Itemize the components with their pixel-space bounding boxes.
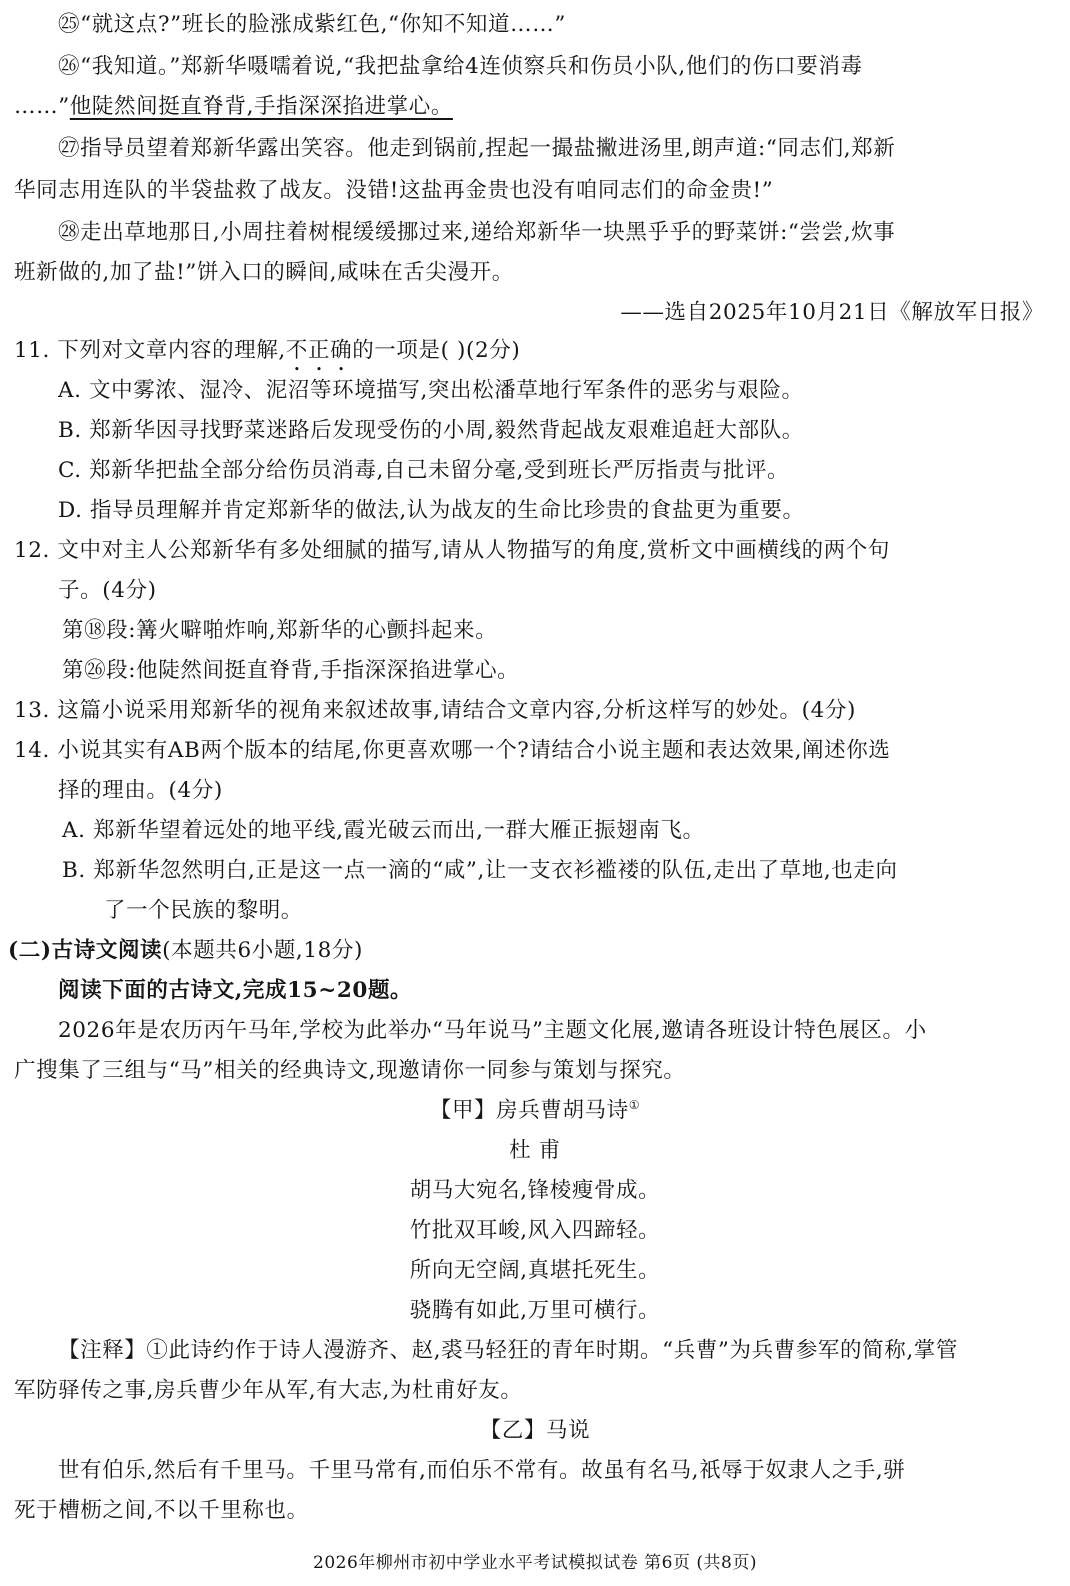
question-14-option-a: A. 郑新华望着远处的地平线,霞光破云而出,一群大雁正振翅南飞。 xyxy=(62,818,705,843)
paragraph-28-line-1: ㉘走出草地那日,小周拄着树棍缓缓挪过来,递给郑新华一块黑乎乎的野菜饼:“尝尝,炊事 xyxy=(58,220,896,245)
question-11-emphasis: 不正确 xyxy=(285,338,353,363)
poem-jia-author: 杜 甫 xyxy=(509,1138,561,1163)
paragraph-27-line-2: 华同志用连队的半袋盐救了战友。没错!这盐再金贵也没有咱同志们的命金贵!” xyxy=(14,178,774,203)
underlined-sentence-26: 他陡然间挺直脊背,手指深深掐进掌心。 xyxy=(69,94,453,119)
poem-jia-note-line-1: 【注释】①此诗约作于诗人漫游齐、赵,裘马轻狂的青年时期。“兵曹”为兵曹参军的简称,掌管 xyxy=(58,1338,958,1363)
question-12-sentence-26: 第㉖段:他陡然间挺直脊背,手指深深掐进掌心。 xyxy=(62,658,520,683)
section-2-intro-line-2: 广搜集了三组与“马”相关的经典诗文,现邀请你一同参与策划与探究。 xyxy=(14,1058,686,1083)
text-yi-line-2: 死于槽枥之间,不以千里称也。 xyxy=(14,1498,309,1523)
section-2-heading xyxy=(8,936,363,966)
text-yi-title: 【乙】马说 xyxy=(479,1418,591,1443)
paragraph-28-line-2: 班新做的,加了盐!”饼入口的瞬间,咸味在舌尖漫开。 xyxy=(14,260,514,285)
poem-jia-line-3: 所向无空阔,真堪托死生。 xyxy=(409,1258,661,1283)
question-11-option-c: C. 郑新华把盐全部分给伤员消毒,自己未留分毫,受到班长严厉指责与批评。 xyxy=(58,458,790,483)
poem-jia-line-1: 胡马大宛名,锋棱瘦骨成。 xyxy=(409,1178,661,1203)
section-2-instruction: 阅读下面的古诗文,完成15~20题。 xyxy=(58,978,413,1003)
question-12-line-1: 12. 文中对主人公郑新华有多处细腻的描写,请从人物描写的角度,赏析文中画横线的两个句 xyxy=(14,538,890,563)
paragraph-26-ellipsis: ……” xyxy=(14,94,70,119)
poem-jia-title xyxy=(0,1096,1070,1126)
question-12-sentence-18: 第⑱段:篝火噼啪炸响,郑新华的心颤抖起来。 xyxy=(62,618,498,643)
paragraph-27-line-1: ㉗指导员望着郑新华露出笑容。他走到锅前,捏起一撮盐撇进汤里,朗声道:“同志们,郑新 xyxy=(58,136,896,161)
question-11-text-post: 的一项是( )(2分) xyxy=(352,338,521,363)
source-citation: ——选自2025年10月21日《解放军日报》 xyxy=(620,300,1044,325)
question-11-option-d: D. 指导员理解并肯定郑新华的做法,认为战友的生命比珍贵的食盐更为重要。 xyxy=(58,498,805,523)
poem-jia-line-2: 竹批双耳峻,风入四蹄轻。 xyxy=(409,1218,661,1243)
text-yi-line-1: 世有伯乐,然后有千里马。千里马常有,而伯乐不常有。故虽有名马,祇辱于奴隶人之手,骈 xyxy=(58,1458,906,1483)
question-12-line-2: 子。(4分) xyxy=(58,578,157,603)
question-14-option-b-line-1: B. 郑新华忽然明白,正是这一点一滴的“咸”,让一支衣衫褴褛的队伍,走出了草地,也走向 xyxy=(62,858,898,883)
paragraph-26-line-1: ㉖“我知道。”郑新华嗫嚅着说,“我把盐拿给4连侦察兵和伤员小队,他们的伤口要消毒 xyxy=(58,54,863,79)
question-11-option-a: A. 文中雾浓、湿冷、泥沼等环境描写,突出松潘草地行军条件的恶劣与艰险。 xyxy=(58,378,804,403)
poem-jia-line-4: 骁腾有如此,万里可横行。 xyxy=(409,1298,661,1323)
section-2-heading-title: (二)古诗文阅读 xyxy=(8,938,163,963)
question-13: 13. 这篇小说采用郑新华的视角来叙述故事,请结合文章内容,分析这样写的妙处。(4分) xyxy=(14,698,856,723)
question-11-stem xyxy=(14,336,520,376)
paragraph-26-line-2 xyxy=(14,92,453,122)
page-footer: 2026年柳州市初中学业水平考试模拟试卷 第6页 (共8页) xyxy=(313,1553,757,1573)
paragraph-25: ㉕“就这点?”班长的脸涨成紫红色,“你知不知道……” xyxy=(58,12,566,37)
poem-jia-note-line-2: 军防驿传之事,房兵曹少年从军,有大志,为杜甫好友。 xyxy=(14,1378,523,1403)
poem-jia-title-text: 【甲】房兵曹胡马诗 xyxy=(429,1098,629,1123)
poem-jia-note-mark: ① xyxy=(628,1097,641,1112)
question-14-option-b-line-2: 了一个民族的黎明。 xyxy=(104,898,303,923)
question-11-option-b: B. 郑新华因寻找野菜迷路后发现受伤的小周,毅然背起战友艰难追赶大部队。 xyxy=(58,418,804,443)
section-2-heading-score: (本题共6小题,18分) xyxy=(162,938,364,963)
section-2-intro-line-1: 2026年是农历丙午马年,学校为此举办“马年说马”主题文化展,邀请各班设计特色展区。小 xyxy=(58,1018,927,1043)
question-14-line-2: 择的理由。(4分) xyxy=(58,778,223,803)
question-11-text-pre: 11. 下列对文章内容的理解, xyxy=(14,338,286,363)
question-14-line-1: 14. 小说其实有AB两个版本的结尾,你更喜欢哪一个?请结合小说主题和表达效果,阐述你选 xyxy=(14,738,891,763)
